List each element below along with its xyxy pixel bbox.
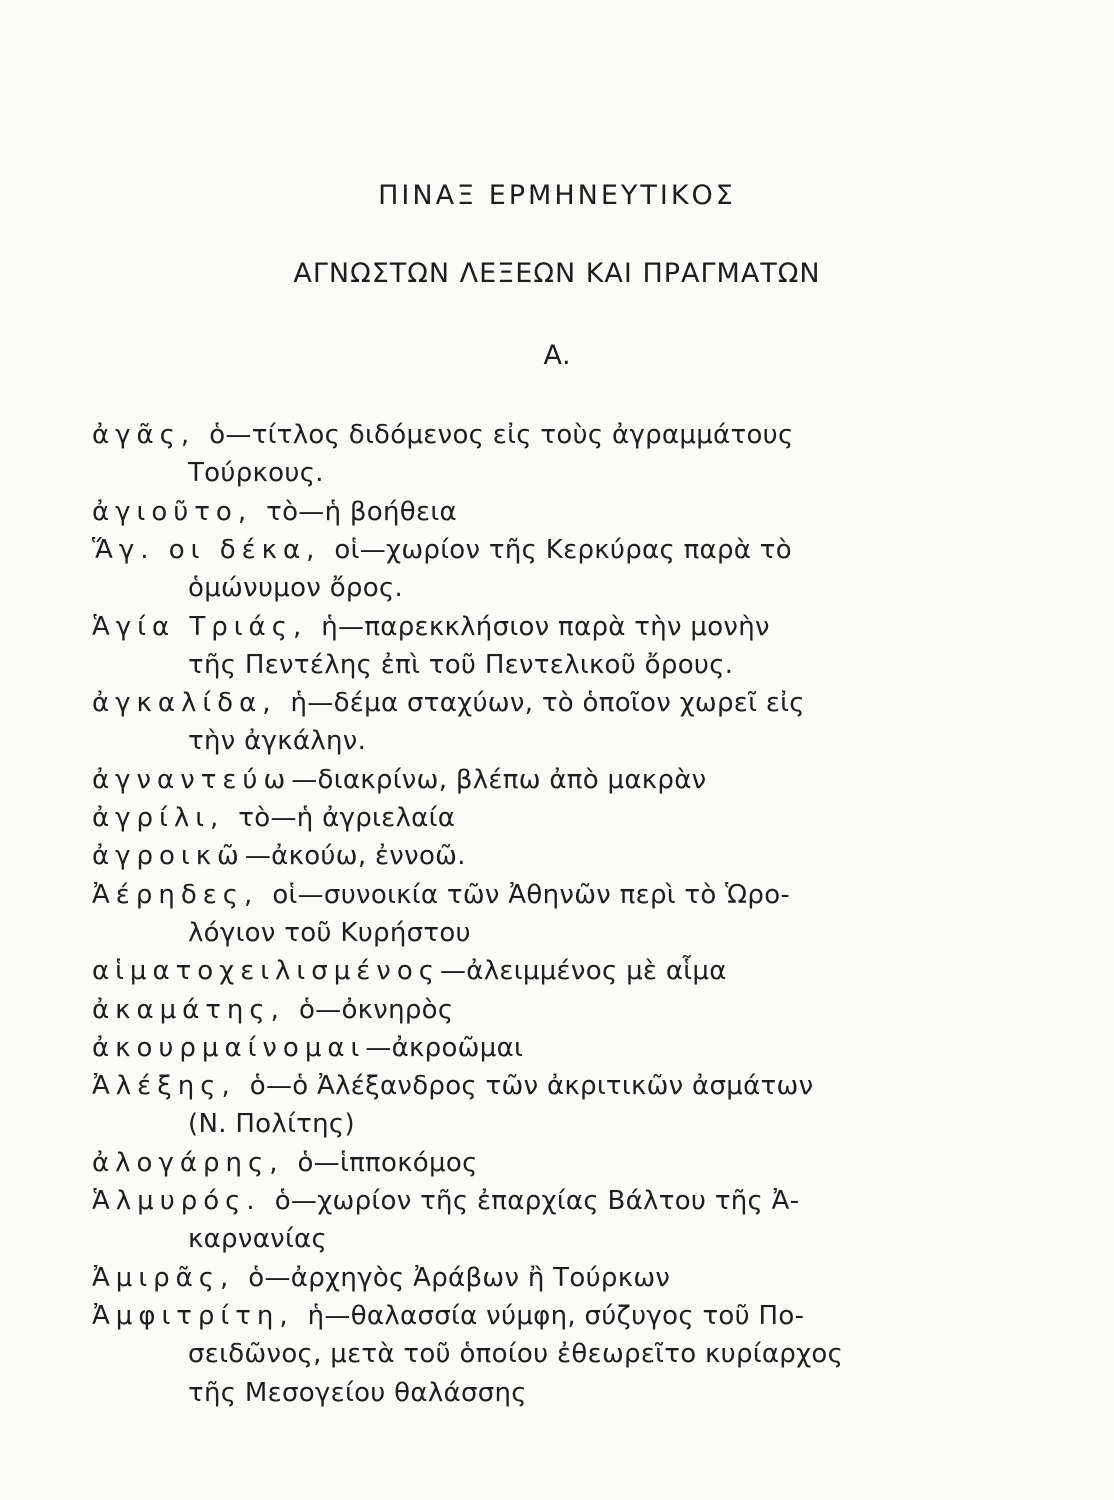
entry-line [188,724,366,758]
entry-line [92,533,792,567]
entry-definition: τὸ—ἡ βοήθεια [266,496,457,527]
entry-line [92,763,707,797]
entry-continuation: τῆς Πεντέλης ἐπὶ τοῦ Πεντελικοῦ ὄρους. [188,649,734,680]
entry-definition: οἱ—χωρίον τῆς Κερκύρας παρὰ τὸ [334,534,792,565]
entry-continuation: τῆς Μεσογείου θαλάσσης [188,1377,527,1408]
entry-definition: ὁ—ἀρχηγὸς Ἀράβων ἢ Τούρκων [248,1262,671,1293]
entry-headword: ἀγιοῦτο, [92,496,253,527]
entry-headword: ἀγναντεύω [92,764,292,795]
entry-definition: τὸ—ἡ ἀγριελαία [238,803,456,833]
entry-continuation: λόγιον τοῦ Κυρήστου [188,917,471,948]
entry-line [92,801,455,835]
entry-headword: ἀγροικῶ [92,841,245,872]
entry-definition: —ἀκροῶμαι [365,1032,524,1063]
entry-definition: ὁ—ὁ Ἀλέξανδρος τῶν ἀκριτικῶν ἀσμάτων [249,1071,814,1102]
entry-continuation: ὁμώνυμον ὄρος. [188,573,404,604]
entry-line [188,1222,327,1256]
entry-definition: ὁ—χωρίον τῆς ἐπαρχίας Βάλτου τῆς Ἀ- [274,1186,800,1216]
entry-definition: ἡ—θαλασσία νύμφη, σύζυγος τοῦ Πο- [307,1300,805,1331]
entry-line [92,418,794,452]
entry-headword: ἀκουρμαίνομαι [92,1032,366,1063]
entry-line [188,916,471,950]
entry-line [188,648,733,682]
entry-definition: ὁ—ὀκνηρὸς [298,994,454,1025]
entry-headword: ἀλογάρης, [92,1147,284,1178]
entry-line [92,610,770,644]
entry-definition: ἡ—παρεκκλήσιον παρὰ τὴν μονὴν [321,611,770,642]
entry-line [92,1146,478,1180]
entry-definition: —διακρίνω, βλέπω ἀπὸ μακρὰν [291,764,707,795]
entry-line [92,495,457,529]
entry-line [188,456,324,490]
entry-line [188,1337,843,1371]
entry-line [92,686,805,720]
entry-continuation: καρνανίας [188,1224,328,1255]
entry-line [188,1376,527,1410]
entry-line [92,878,790,912]
entry-headword: Ἀλέξης, [92,1071,236,1102]
index-subtitle: ΑΓΝΩΣΤΩΝ ΛΕΞΕΩΝ ΚΑΙ ΠΡΑΓΜΑΤΩΝ [293,258,821,289]
entry-line [188,1107,355,1141]
entry-definition: —ἀλειμμένος μὲ αἷμα [440,956,727,987]
index-title: ΠΙΝΑΞ ΕΡΜΗΝΕΥΤΙΚΟΣ [378,180,736,211]
entry-continuation: τὴν ἀγκάλην. [188,726,367,757]
entry-definition: —ἀκούω, ἐννοῶ. [244,841,466,872]
entry-continuation: Τούρκους. [188,458,324,489]
entry-headword: Ἀμιρᾶς, [92,1262,235,1293]
entry-continuation: (Ν. Πολίτης) [188,1109,355,1140]
entry-line [92,993,453,1027]
entry-headword: ἀγᾶς, [92,420,196,450]
section-letter: Α. [543,340,571,371]
entry-headword: ἀγρίλι, [92,803,225,833]
entry-line [92,1184,799,1218]
entry-headword: ἀκαμάτης, [92,994,285,1025]
entry-definition: ὁ—τίτλος διδόμενος εἰς τοὺς ἀγραμμάτους [209,420,794,450]
entry-line [92,1069,813,1103]
entry-headword: Ἁλμυρός. [92,1186,261,1216]
entry-headword: αἱματοχειλισμένος [92,956,440,987]
entry-line [92,1031,523,1065]
entry-line [92,839,466,873]
entry-headword: Ἅγ. οι δέκα, [92,534,321,565]
entry-line [188,571,403,605]
entry-definition: ἡ—δέμα σταχύων, τὸ ὁποῖον χωρεῖ εἰς [290,688,805,719]
entry-headword: Ἀέρηδες, [92,879,259,910]
entry-headword: ἀγκαλίδα, [92,688,277,719]
entry-headword: Ἀμφιτρίτη, [92,1300,294,1331]
entry-continuation: σειδῶνος, μετὰ τοῦ ὁποίου ἐθεωρεῖτο κυρίαρχος [188,1339,844,1370]
entry-line [92,1299,804,1333]
entry-headword: Ἁγία Τριάς, [92,611,308,642]
entry-definition: οἱ—συνοικία τῶν Ἀθηνῶν περὶ τὸ Ὡρο- [272,879,791,910]
entry-line [92,1261,670,1295]
entry-line [92,954,727,988]
entry-definition: ὁ—ἱπποκόμος [297,1147,478,1178]
